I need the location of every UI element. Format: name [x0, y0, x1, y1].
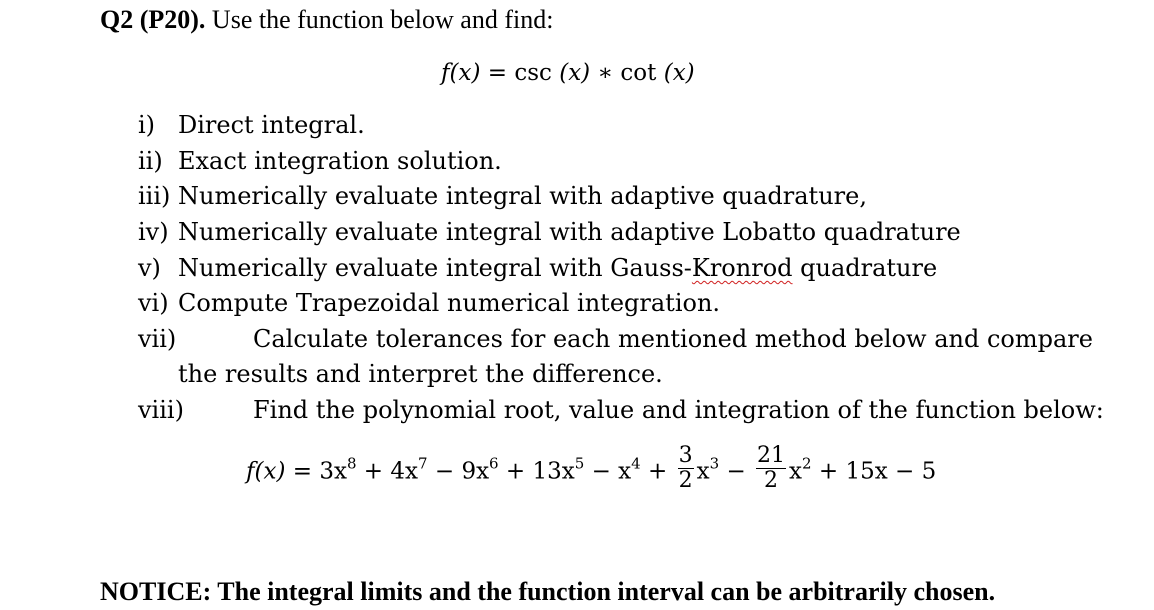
item-text-tail: quadrature — [792, 254, 938, 282]
term: 3x — [319, 458, 347, 485]
item-number: ii) — [138, 147, 163, 175]
list-item — [138, 179, 867, 213]
item-text: Exact integration solution. — [178, 147, 502, 175]
item-text: Numerically evaluate integral with adaptive quadrature, — [178, 182, 867, 210]
formula1-cot: cot — [620, 60, 657, 86]
term: − x — [584, 458, 632, 485]
item-number: iii) — [138, 182, 171, 210]
fraction — [756, 444, 786, 493]
formula1-csc: csc — [514, 60, 552, 86]
numerator: 21 — [757, 443, 786, 468]
question-label: Q2 (P20). — [100, 5, 206, 34]
term: + 13x — [498, 458, 575, 485]
exponent: 7 — [418, 454, 428, 473]
spellcheck-word: Kronrod — [691, 254, 793, 282]
list-item — [138, 286, 720, 320]
item-text: Direct integral. — [178, 111, 365, 139]
list-item — [138, 108, 365, 142]
list-item-continuation: the results and interpret the difference. — [178, 360, 663, 388]
notice-text: NOTICE: The integral limits and the function interval can be arbitrarily chosen. — [100, 577, 996, 606]
function-formula — [441, 58, 695, 88]
formula1-arg1: (x) — [559, 60, 591, 86]
term: + 4x — [356, 458, 418, 485]
question-heading — [100, 4, 553, 36]
item-text: Find the polynomial root, value and integration of the function below: — [253, 396, 1104, 424]
list-item — [138, 251, 937, 285]
fraction — [678, 444, 694, 493]
term: + 15x − 5 — [811, 458, 937, 485]
term: x — [696, 458, 710, 485]
denominator: 2 — [678, 468, 693, 493]
exponent: 8 — [346, 454, 357, 473]
formula1-eq: = — [480, 60, 515, 86]
item-text: Numerically evaluate integral with Gauss- — [178, 254, 692, 282]
formula2-eq: = — [285, 458, 320, 485]
list-item — [138, 144, 502, 178]
formula1-arg2: (x) — [663, 60, 695, 86]
list-item — [138, 215, 961, 249]
list-item — [138, 322, 1093, 356]
term: − — [719, 458, 754, 485]
list-item — [138, 393, 1104, 427]
term: − 9x — [427, 458, 490, 485]
item-text: Numerically evaluate integral with adaptive Lobatto quadrature — [178, 218, 961, 246]
item-number: vii) — [138, 325, 177, 353]
numerator: 3 — [678, 443, 693, 468]
item-number: v) — [138, 254, 161, 282]
denominator: 2 — [764, 468, 779, 493]
exponent: 3 — [709, 454, 720, 473]
item-text: Compute Trapezoidal numerical integration. — [178, 289, 721, 317]
question-text: Use the function below and find: — [205, 5, 554, 34]
term: + — [640, 458, 675, 485]
item-number: viii) — [138, 396, 184, 424]
item-number: iv) — [138, 218, 169, 246]
formula1-op: ∗ — [590, 60, 621, 86]
item-number: i) — [138, 111, 156, 139]
item-text: Calculate tolerances for each mentioned method below and compare — [253, 325, 1093, 353]
exponent: 2 — [802, 454, 812, 473]
exponent: 6 — [489, 454, 499, 473]
exponent: 5 — [574, 454, 585, 473]
item-number: vi) — [138, 289, 169, 317]
formula2-lhs: f(x) — [246, 458, 286, 485]
exponent: 4 — [631, 454, 641, 473]
formula1-fx: f(x) — [441, 60, 481, 86]
term: x — [789, 458, 803, 485]
polynomial-formula — [246, 443, 937, 497]
